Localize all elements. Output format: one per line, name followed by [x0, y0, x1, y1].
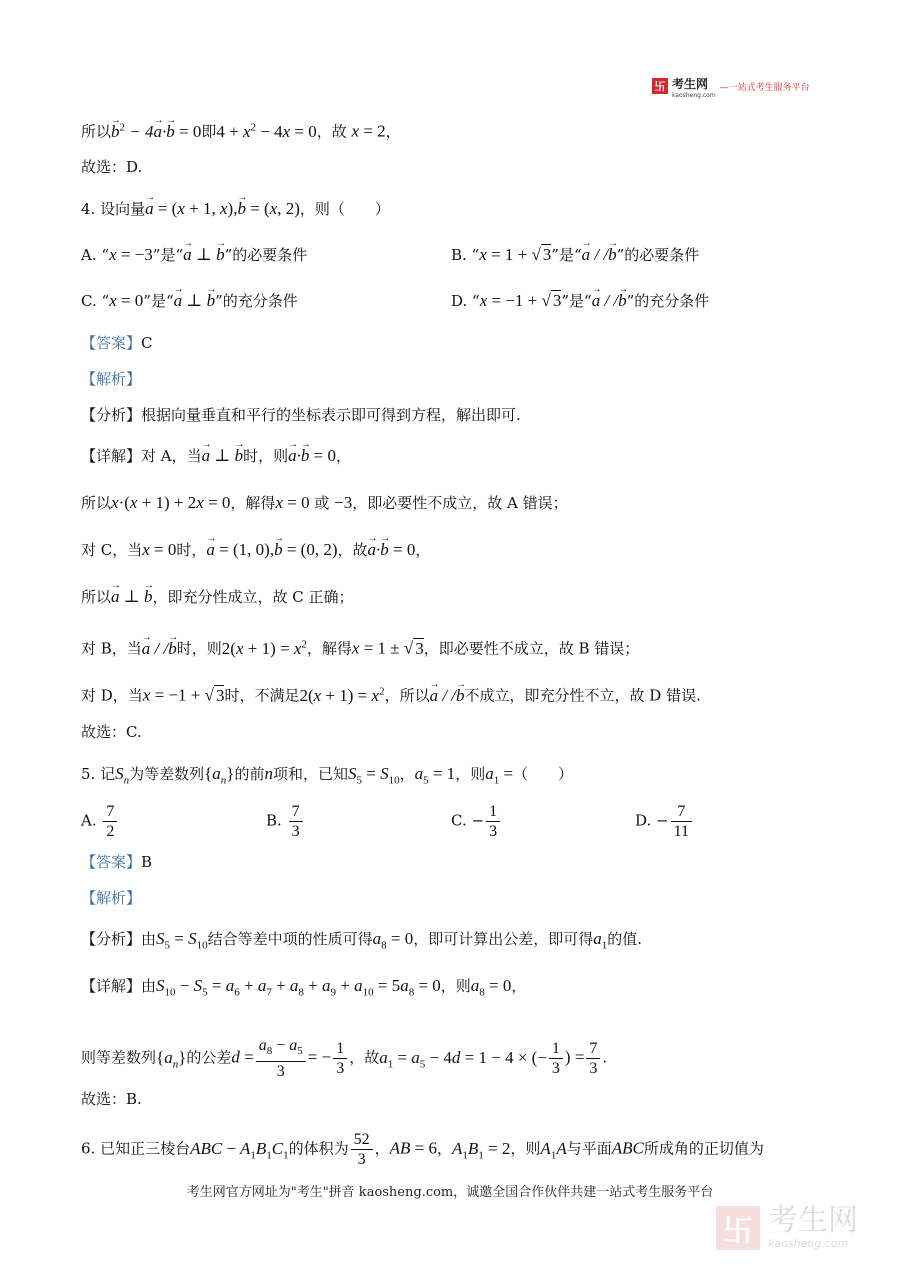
q4-detail-4: 所以→ a ⊥ → b，即充分性成立，故 C 正确； — [81, 587, 354, 607]
q5-detail-2: 则等差数列$\{a_n\}$的公差d = $\frac{a_8 - a_5}{3}$ = − $\frac{1}{3}$ ，故$a_1 = a_5 - 4d = 1 - 4$ × (− $\frac{1}{3}$ ) = $\frac{7}{3}$ . — [81, 1037, 608, 1081]
watermark-logo-icon: 卐 — [716, 1206, 760, 1250]
q5-option-b: B. $\frac{7}{3}$ — [266, 802, 305, 841]
q5-detail-1: 【详解】由$S_{10} - S_5 = a_6 + a_7 + a_8 + a_9 + a_{10} = 5a_8 = 0$，则$a_8 = 0$， — [81, 976, 527, 999]
q4-answer: 【答案】C — [81, 334, 153, 352]
brand-slogan: —一站式考生服务平台 — [719, 82, 810, 93]
q4-option-a: A. “x = −3”是“→ a ⊥ → b”的必要条件 — [81, 245, 307, 265]
watermark-text: 考生网 — [768, 1203, 858, 1238]
question-6-stem: 6. 已知正三棱台ABC − $A_1B_1C_1$的体积为 $\frac{52}{3}$ ，AB = 6，$A_1B_1 = 2$，则$A_1A$与平面ABC所成角的正切值为 — [81, 1131, 764, 1168]
q4-detail-1: 【详解】对 A，当→ a ⊥ → b时，则→ a·→ b = 0， — [81, 446, 351, 466]
q4-detail-5: 对 B，当→ a / /→ b时，则$2(x + 1) = x^2$，解得x = 1 ± √ 3，即必要性不成立，故 B 错误； — [81, 634, 639, 659]
solution-line-1: 所以→ $b^2 - 4\to a\cdot\to b = 0$即$4 + x^2 - 4x = 0$，故 x = 2， — [81, 117, 401, 142]
watermark-domain: kaosheng.com — [768, 1237, 849, 1250]
q4-option-c: C. “x = 0”是“→ a ⊥ → b”的充分条件 — [81, 291, 298, 311]
q5-option-d: D. − $\frac{7}{11}$ — [635, 802, 694, 841]
q4-detail-2: 所以x·(x + 1) + 2x = 0，解得x = 0 或 −3，即必要性不成立，故 A 错误； — [81, 493, 568, 512]
brand-name: 考生网 — [672, 77, 709, 91]
watermark — [716, 1205, 858, 1250]
q5-fenxi: 【分析】由$S_5 = S_{10}$结合等差中项的性质可得$a_8 = 0$，即可计算出公差，即可得$a_1$的值. — [81, 929, 643, 952]
q4-option-b: B. “x = 1 + √ 3”是“→ a / /→ b”的必要条件 — [451, 245, 699, 265]
header-brand — [652, 73, 810, 99]
question-5-stem: 5. 记$S_n$为等差数列$\{a_n\}$的前n项和，已知$S_5 = S_{10}$，$a_5 = 1$，则$a_1$ =（ ） — [81, 764, 574, 787]
page-footer: 考生网官方网址为"考生"拼音 kaosheng.com，诚邀全国合作伙伴共建一站式考生服务平台 — [186, 1185, 714, 1200]
q4-detail-6: 对 D，当x = −1 + √ 3时，不满足$2(x + 1) = x^2$，所以→ a / /→ b不成立，即充分性不立，故 D 错误. — [81, 681, 701, 706]
question-4-stem: 4. 设向量→ a = (x + 1, x),→ b = (x, 2)，则（ ） — [81, 199, 390, 219]
q4-option-d: D. “x = −1 + √ 3”是“→ a / /→ b”的充分条件 — [451, 291, 709, 311]
brand-logo-icon: 卐 — [652, 78, 668, 94]
q4-analysis-tag: 【解析】 — [81, 370, 142, 388]
q5-analysis-tag: 【解析】 — [81, 889, 142, 907]
q5-answer: 【答案】B — [81, 853, 153, 871]
q4-detail-3: 对 C，当x = 0时，→ a = (1, 0),→ b = (0, 2)，故→ a·→ b = 0， — [81, 540, 430, 560]
q4-fenxi: 【分析】根据向量垂直和平行的坐标表示即可得到方程，解出即可. — [81, 406, 521, 424]
q5-option-c: C. − $\frac{1}{3}$ — [451, 802, 502, 841]
brand-domain: kaosheng.com — [672, 92, 716, 99]
q4-choice: 故选：C. — [81, 723, 142, 741]
q5-option-a: A. $\frac{7}{2}$ — [81, 802, 119, 841]
choice-d-line: 故选：D. — [81, 158, 143, 176]
q5-choice: 故选：B. — [81, 1090, 142, 1108]
